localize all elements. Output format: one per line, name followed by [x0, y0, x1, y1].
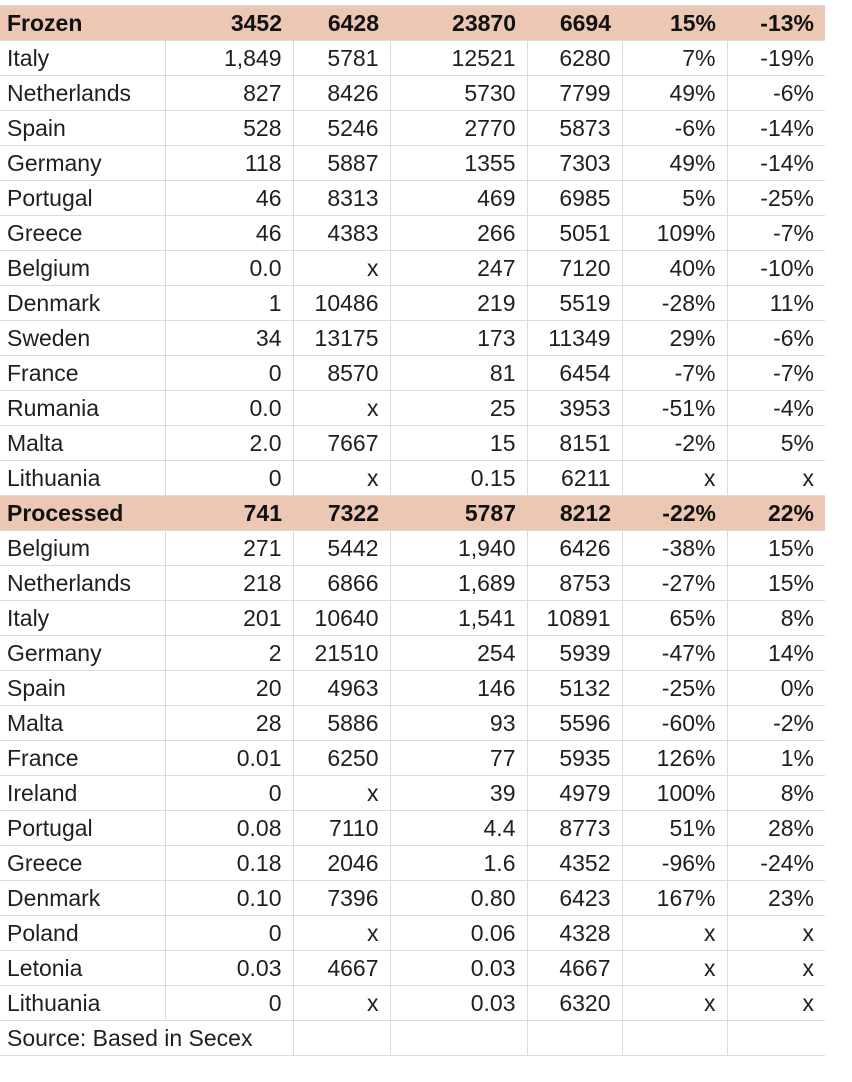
row-value: 15 — [390, 426, 527, 461]
row-value: 1,689 — [390, 566, 527, 601]
row-value: 8426 — [293, 76, 390, 111]
row-label: Letonia — [0, 951, 165, 986]
row-value: -25% — [727, 181, 825, 216]
row-value: 4667 — [293, 951, 390, 986]
row-value: 6454 — [527, 356, 622, 391]
row-value: 65% — [622, 601, 727, 636]
row-value: 10486 — [293, 286, 390, 321]
row-value: 28 — [165, 706, 293, 741]
row-value: 173 — [390, 321, 527, 356]
row-value: 8% — [727, 776, 825, 811]
section-value: 5787 — [390, 496, 527, 531]
row-label: Lithuania — [0, 461, 165, 496]
row-value: -14% — [727, 146, 825, 181]
row-label: France — [0, 741, 165, 776]
row-value: -7% — [727, 356, 825, 391]
row-value: 0.10 — [165, 881, 293, 916]
row-label: Italy — [0, 601, 165, 636]
row-value: x — [727, 951, 825, 986]
row-value: 6426 — [527, 531, 622, 566]
table-row — [0, 181, 825, 216]
row-value: 11349 — [527, 321, 622, 356]
row-label: Netherlands — [0, 76, 165, 111]
row-value: 5132 — [527, 671, 622, 706]
row-value: 6866 — [293, 566, 390, 601]
row-value: 15% — [727, 566, 825, 601]
row-value: 2046 — [293, 846, 390, 881]
row-value: 5886 — [293, 706, 390, 741]
section-value: 6694 — [527, 6, 622, 41]
row-label: Poland — [0, 916, 165, 951]
row-value: -10% — [727, 251, 825, 286]
row-value: 46 — [165, 216, 293, 251]
row-value: -6% — [727, 76, 825, 111]
row-value: 126% — [622, 741, 727, 776]
table-row — [0, 41, 825, 76]
table-row — [0, 286, 825, 321]
table-row — [0, 566, 825, 601]
row-label: Belgium — [0, 251, 165, 286]
row-value: 5730 — [390, 76, 527, 111]
table-row — [0, 846, 825, 881]
source-note: Source: Based in Secex — [0, 1021, 293, 1056]
row-value: 6280 — [527, 41, 622, 76]
row-value: 4963 — [293, 671, 390, 706]
row-value: 11% — [727, 286, 825, 321]
section-value: 7322 — [293, 496, 390, 531]
row-value: 8151 — [527, 426, 622, 461]
row-value: 0.03 — [165, 951, 293, 986]
section-value: 23870 — [390, 6, 527, 41]
row-value: x — [293, 391, 390, 426]
row-value: -25% — [622, 671, 727, 706]
row-value: 827 — [165, 76, 293, 111]
row-value: 5442 — [293, 531, 390, 566]
row-value: 40% — [622, 251, 727, 286]
table-row — [0, 601, 825, 636]
row-value: 23% — [727, 881, 825, 916]
row-value: 1% — [727, 741, 825, 776]
row-value: x — [727, 916, 825, 951]
row-value: 7303 — [527, 146, 622, 181]
row-label: Spain — [0, 111, 165, 146]
row-value: -19% — [727, 41, 825, 76]
table-row — [0, 356, 825, 391]
source-row — [0, 1021, 825, 1056]
section-label: Frozen — [0, 6, 165, 41]
row-label: Germany — [0, 146, 165, 181]
row-value: 5939 — [527, 636, 622, 671]
row-value: 93 — [390, 706, 527, 741]
row-value: 0.03 — [390, 951, 527, 986]
row-value: 6423 — [527, 881, 622, 916]
row-label: Portugal — [0, 811, 165, 846]
row-value: 5% — [622, 181, 727, 216]
row-value: -2% — [727, 706, 825, 741]
table-row — [0, 251, 825, 286]
row-value: -4% — [727, 391, 825, 426]
row-value: 1,849 — [165, 41, 293, 76]
row-value: 4667 — [527, 951, 622, 986]
row-value: x — [622, 986, 727, 1021]
row-value: -6% — [622, 111, 727, 146]
row-label: Germany — [0, 636, 165, 671]
row-value: 8% — [727, 601, 825, 636]
row-value: 5873 — [527, 111, 622, 146]
row-value: 10640 — [293, 601, 390, 636]
table-row — [0, 76, 825, 111]
row-value: x — [727, 461, 825, 496]
row-value: 0.08 — [165, 811, 293, 846]
empty-cell — [293, 1021, 390, 1056]
row-value: 7667 — [293, 426, 390, 461]
row-label: Italy — [0, 41, 165, 76]
row-label: Rumania — [0, 391, 165, 426]
row-value: 0.0 — [165, 391, 293, 426]
section-label: Processed — [0, 496, 165, 531]
trade-table — [0, 5, 825, 1056]
row-value: 6211 — [527, 461, 622, 496]
row-value: 5246 — [293, 111, 390, 146]
row-value: 218 — [165, 566, 293, 601]
row-value: 1.6 — [390, 846, 527, 881]
row-value: 13175 — [293, 321, 390, 356]
row-value: 271 — [165, 531, 293, 566]
row-value: 10891 — [527, 601, 622, 636]
row-value: 266 — [390, 216, 527, 251]
row-value: 7120 — [527, 251, 622, 286]
table-row — [0, 706, 825, 741]
table-row — [0, 951, 825, 986]
row-value: 46 — [165, 181, 293, 216]
row-label: Lithuania — [0, 986, 165, 1021]
table-row — [0, 811, 825, 846]
row-value: 5935 — [527, 741, 622, 776]
row-value: 109% — [622, 216, 727, 251]
row-value: 8773 — [527, 811, 622, 846]
row-value: -7% — [727, 216, 825, 251]
row-value: x — [293, 251, 390, 286]
row-value: 4383 — [293, 216, 390, 251]
row-value: x — [293, 986, 390, 1021]
row-value: -24% — [727, 846, 825, 881]
row-label: Denmark — [0, 881, 165, 916]
row-label: Netherlands — [0, 566, 165, 601]
section-value: 741 — [165, 496, 293, 531]
row-value: -38% — [622, 531, 727, 566]
row-value: 6985 — [527, 181, 622, 216]
section-value: -13% — [727, 6, 825, 41]
row-value: 81 — [390, 356, 527, 391]
row-value: 14% — [727, 636, 825, 671]
row-value: 4328 — [527, 916, 622, 951]
table-row — [0, 321, 825, 356]
row-value: x — [622, 461, 727, 496]
section-header-row — [0, 496, 825, 531]
section-header-row — [0, 6, 825, 41]
row-value: 0 — [165, 986, 293, 1021]
row-value: 0.03 — [390, 986, 527, 1021]
row-value: 12521 — [390, 41, 527, 76]
row-value: 1,940 — [390, 531, 527, 566]
row-value: 49% — [622, 76, 727, 111]
row-value: 0.80 — [390, 881, 527, 916]
row-label: Greece — [0, 846, 165, 881]
row-label: Ireland — [0, 776, 165, 811]
row-value: x — [727, 986, 825, 1021]
row-value: 8313 — [293, 181, 390, 216]
empty-cell — [622, 1021, 727, 1056]
row-value: 146 — [390, 671, 527, 706]
row-value: 2 — [165, 636, 293, 671]
table-row — [0, 391, 825, 426]
row-value: 0 — [165, 776, 293, 811]
table-body — [0, 6, 825, 1021]
row-value: 100% — [622, 776, 727, 811]
section-value: -22% — [622, 496, 727, 531]
table-row — [0, 916, 825, 951]
row-value: 29% — [622, 321, 727, 356]
row-value: 7% — [622, 41, 727, 76]
row-value: 49% — [622, 146, 727, 181]
row-value: 15% — [727, 531, 825, 566]
row-value: 77 — [390, 741, 527, 776]
row-value: x — [293, 916, 390, 951]
row-value: 28% — [727, 811, 825, 846]
table-row — [0, 636, 825, 671]
row-label: France — [0, 356, 165, 391]
row-value: 0.01 — [165, 741, 293, 776]
row-value: 219 — [390, 286, 527, 321]
row-value: 0.06 — [390, 916, 527, 951]
row-value: 0.0 — [165, 251, 293, 286]
table-row — [0, 461, 825, 496]
row-label: Malta — [0, 706, 165, 741]
row-value: 469 — [390, 181, 527, 216]
row-value: 51% — [622, 811, 727, 846]
row-value: 0 — [165, 916, 293, 951]
row-value: x — [293, 776, 390, 811]
row-value: -7% — [622, 356, 727, 391]
row-value: -96% — [622, 846, 727, 881]
table-row — [0, 111, 825, 146]
row-label: Sweden — [0, 321, 165, 356]
row-value: 34 — [165, 321, 293, 356]
row-value: -27% — [622, 566, 727, 601]
row-value: 21510 — [293, 636, 390, 671]
row-label: Denmark — [0, 286, 165, 321]
table-row — [0, 146, 825, 181]
row-value: 528 — [165, 111, 293, 146]
row-label: Portugal — [0, 181, 165, 216]
row-value: 167% — [622, 881, 727, 916]
row-value: 1,541 — [390, 601, 527, 636]
row-value: 201 — [165, 601, 293, 636]
row-value: 8570 — [293, 356, 390, 391]
row-value: x — [622, 916, 727, 951]
row-value: 7110 — [293, 811, 390, 846]
row-label: Spain — [0, 671, 165, 706]
table-row — [0, 671, 825, 706]
row-value: -28% — [622, 286, 727, 321]
table-row — [0, 426, 825, 461]
table-row — [0, 741, 825, 776]
row-value: -2% — [622, 426, 727, 461]
row-value: x — [293, 461, 390, 496]
row-value: 4979 — [527, 776, 622, 811]
row-value: 2770 — [390, 111, 527, 146]
row-value: 6320 — [527, 986, 622, 1021]
row-value: -6% — [727, 321, 825, 356]
row-value: 20 — [165, 671, 293, 706]
row-value: 5% — [727, 426, 825, 461]
row-value: 4352 — [527, 846, 622, 881]
table-row — [0, 531, 825, 566]
row-value: 5596 — [527, 706, 622, 741]
row-value: 5051 — [527, 216, 622, 251]
row-label: Greece — [0, 216, 165, 251]
row-value: 0% — [727, 671, 825, 706]
row-value: 118 — [165, 146, 293, 181]
row-value: 5781 — [293, 41, 390, 76]
row-value: 5519 — [527, 286, 622, 321]
row-value: 0.15 — [390, 461, 527, 496]
row-value: 3953 — [527, 391, 622, 426]
row-value: 0.18 — [165, 846, 293, 881]
section-value: 22% — [727, 496, 825, 531]
row-value: -14% — [727, 111, 825, 146]
row-value: -47% — [622, 636, 727, 671]
row-value: 0 — [165, 356, 293, 391]
row-value: 2.0 — [165, 426, 293, 461]
row-value: 5887 — [293, 146, 390, 181]
row-value: x — [622, 951, 727, 986]
row-value: 7396 — [293, 881, 390, 916]
row-value: 0 — [165, 461, 293, 496]
table-row — [0, 216, 825, 251]
row-value: -51% — [622, 391, 727, 426]
table-row — [0, 986, 825, 1021]
row-value: 247 — [390, 251, 527, 286]
empty-cell — [390, 1021, 527, 1056]
section-value: 8212 — [527, 496, 622, 531]
trade-data-sheet — [0, 5, 825, 1056]
table-row — [0, 881, 825, 916]
row-value: 4.4 — [390, 811, 527, 846]
row-value: 8753 — [527, 566, 622, 601]
row-label: Malta — [0, 426, 165, 461]
row-value: 7799 — [527, 76, 622, 111]
row-value: 39 — [390, 776, 527, 811]
row-label: Belgium — [0, 531, 165, 566]
row-value: 254 — [390, 636, 527, 671]
section-value: 3452 — [165, 6, 293, 41]
row-value: 1 — [165, 286, 293, 321]
row-value: 25 — [390, 391, 527, 426]
section-value: 15% — [622, 6, 727, 41]
empty-cell — [527, 1021, 622, 1056]
section-value: 6428 — [293, 6, 390, 41]
empty-cell — [727, 1021, 825, 1056]
row-value: 6250 — [293, 741, 390, 776]
row-value: -60% — [622, 706, 727, 741]
table-row — [0, 776, 825, 811]
row-value: 1355 — [390, 146, 527, 181]
